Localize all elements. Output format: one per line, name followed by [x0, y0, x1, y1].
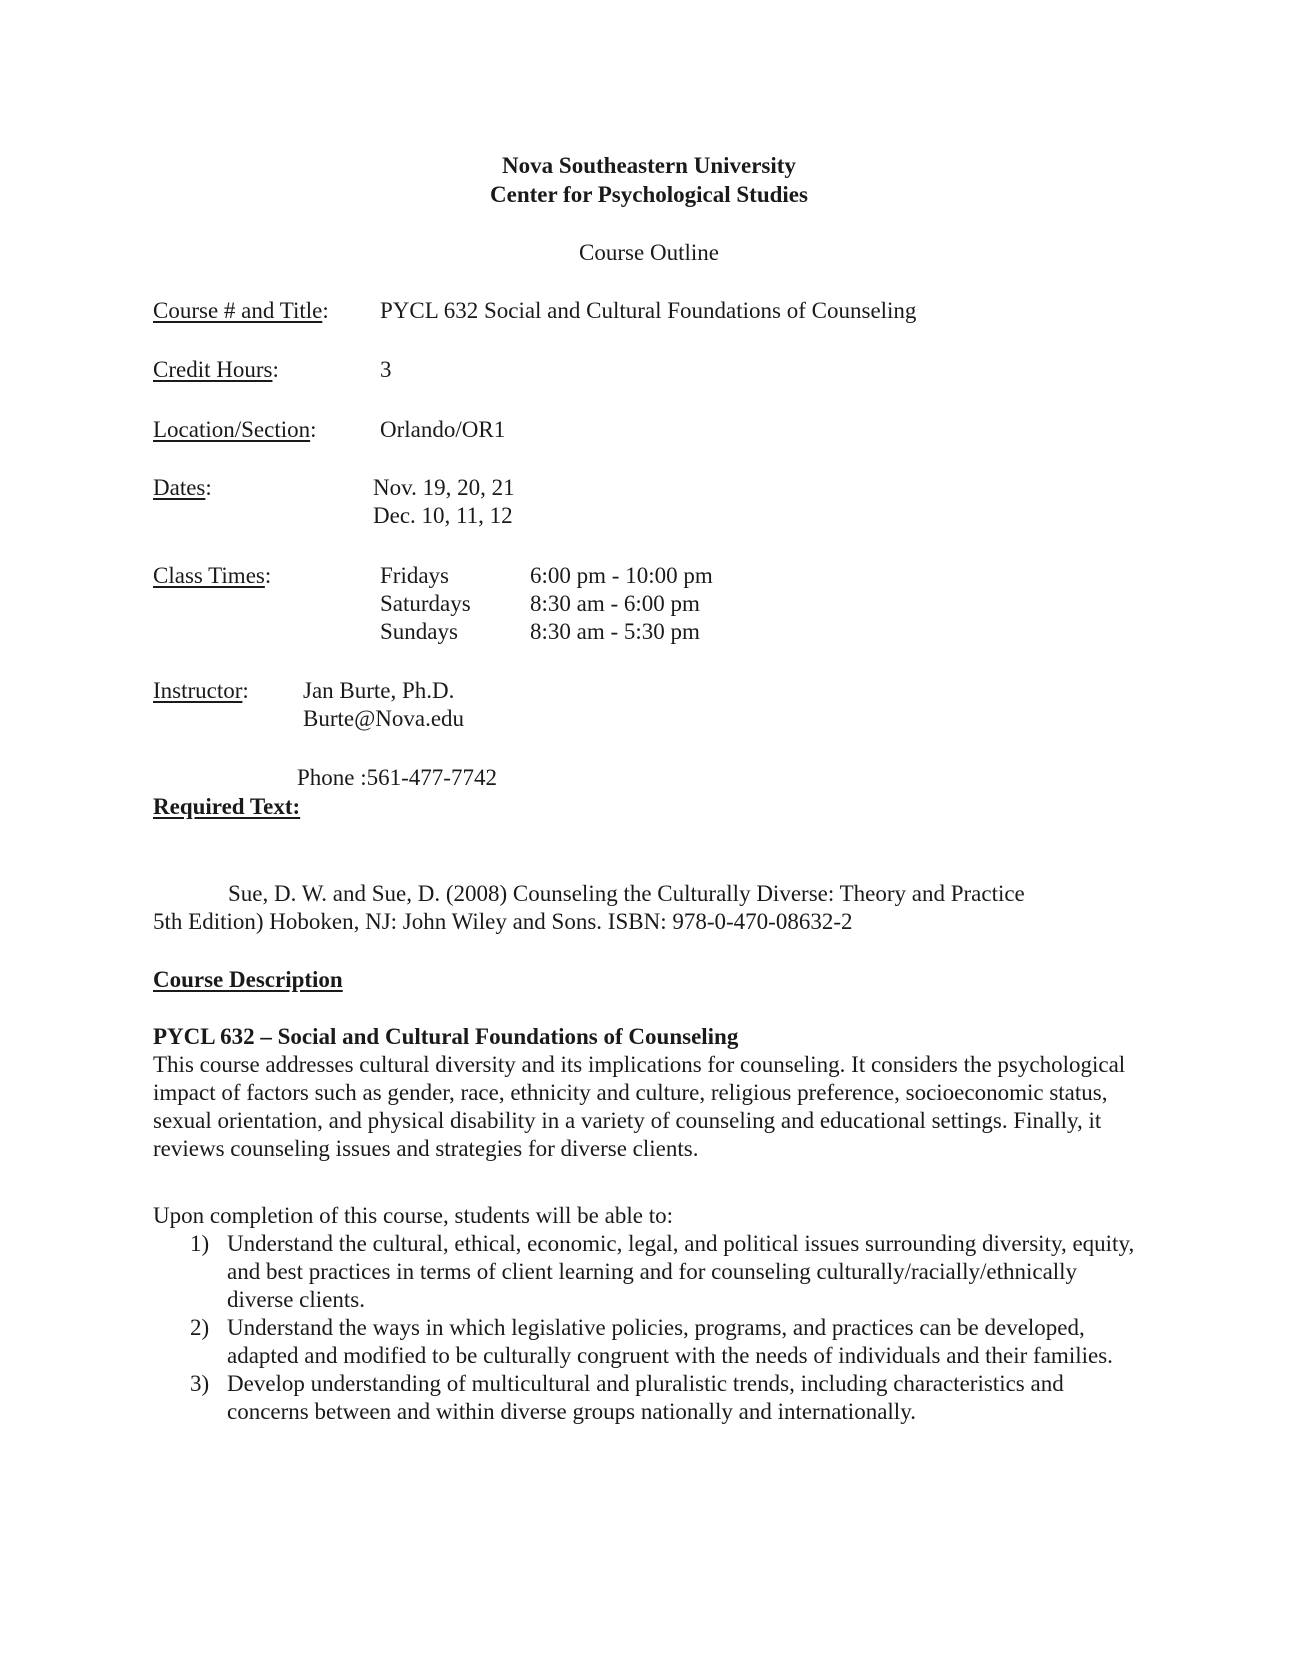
- objective-text: Understand the cultural, ethical, economic, legal, and political issues surrounding diversity, equity, and best practices in terms of client learning and for counseling culturally/racially/ethnically diverse clients.: [227, 1231, 1135, 1312]
- class-day: Saturdays: [380, 591, 471, 616]
- objectives-list: [153, 1230, 1143, 1426]
- location-value: Orlando/OR1: [380, 417, 506, 442]
- objective-text: Develop understanding of multicultural and pluralistic trends, including characteristics and concerns between and within diverse groups nationally and internationally.: [227, 1371, 1064, 1424]
- instructor-name: Jan Burte, Ph.D.: [303, 678, 455, 703]
- credit-hours-value: 3: [380, 357, 392, 382]
- dates-label: Dates:: [153, 475, 212, 500]
- instructor-email: Burte@Nova.edu: [303, 706, 465, 731]
- university-name: Nova Southeastern University: [502, 153, 796, 178]
- class-times-label: Class Times:: [153, 563, 272, 588]
- dates-line-1: Nov. 19, 20, 21: [373, 475, 515, 500]
- objective-number: 2): [190, 1315, 210, 1340]
- course-description-body: This course addresses cultural diversity and its implications for counseling. It considers the psychological impact of factors such as gender, race, ethnicity and culture, religious preference, socioeconomic status, sexual orientation, and physical disability in a variety of counseling and educational settings. Finally, it reviews counseling issues and strategies for diverse clients.: [153, 1052, 1126, 1161]
- objective-text: Understand the ways in which legislative policies, programs, and practices can be developed, adapted and modified to be culturally congruent with the needs of individuals and their families.: [227, 1315, 1113, 1368]
- class-time: 6:00 pm - 10:00 pm: [530, 563, 713, 588]
- list-item: [153, 1370, 1143, 1426]
- required-text-heading: Required Text:: [153, 794, 301, 819]
- class-day: Sundays: [380, 619, 458, 644]
- list-item: [153, 1314, 1143, 1370]
- class-time: 8:30 am - 5:30 pm: [530, 619, 700, 644]
- class-day: Fridays: [380, 563, 449, 588]
- course-field-label: Course # and Title:: [153, 298, 329, 323]
- location-label: Location/Section:: [153, 417, 317, 442]
- instructor-label: Instructor:: [153, 678, 249, 703]
- class-time: 8:30 am - 6:00 pm: [530, 591, 700, 616]
- objectives-intro: Upon completion of this course, students will be able to:: [153, 1203, 673, 1228]
- required-text-citation-line-2: 5th Edition) Hoboken, NJ: John Wiley and Sons. ISBN: 978-0-470-08632-2: [153, 909, 853, 934]
- course-description-heading: Course Description: [153, 967, 343, 992]
- objective-number: 3): [190, 1371, 210, 1396]
- objective-number: 1): [190, 1231, 210, 1256]
- center-name: Center for Psychological Studies: [490, 182, 808, 207]
- list-item: [153, 1230, 1143, 1314]
- document-type: Course Outline: [579, 240, 719, 265]
- dates-line-2: Dec. 10, 11, 12: [373, 503, 513, 528]
- course-description-subheading: PYCL 632 – Social and Cultural Foundations of Counseling: [153, 1024, 739, 1049]
- required-text-citation-line-1: Sue, D. W. and Sue, D. (2008) Counseling the Culturally Diverse: Theory and Practice: [228, 881, 1025, 906]
- course-field-value: PYCL 632 Social and Cultural Foundations of Counseling: [380, 298, 917, 323]
- instructor-phone: Phone :561-477-7742: [297, 765, 497, 790]
- credit-hours-label: Credit Hours:: [153, 357, 279, 382]
